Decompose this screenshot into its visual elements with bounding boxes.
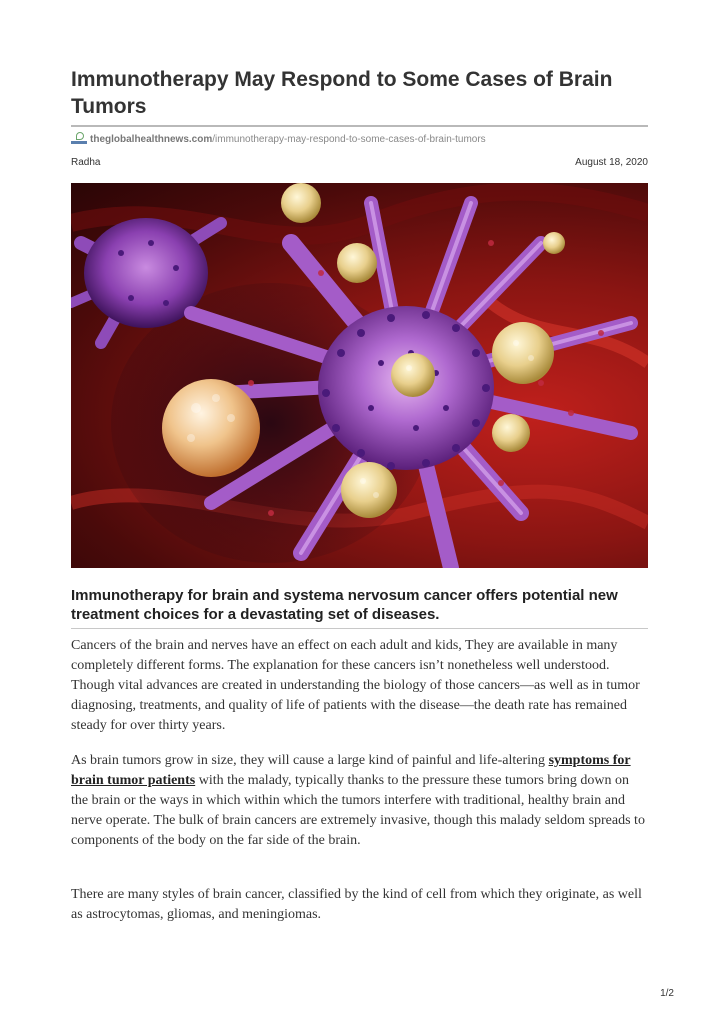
publish-date: August 18, 2020 — [575, 157, 648, 168]
paragraph-2 — [71, 751, 648, 851]
hero-image — [71, 183, 648, 568]
paragraph-2-text-end: with the malady, typically thanks to the pressure these tumors bring down on the brain or the ways in which within which the tumors interfere with traditional, healthy brain and nerve operate. The bulk of brain cancers are extremely invasive, though this malady seldom spreads to components of the body on the far side of the brain. — [71, 773, 645, 848]
page-number: 1/2 — [660, 988, 674, 999]
article-subtitle: Immunotherapy for brain and systema nervosum cancer offers potential new treatment choices for a devastating set of diseases. — [71, 587, 618, 623]
source-line — [71, 131, 486, 147]
symptoms-link[interactable]: symptoms for brain tumor patients — [71, 753, 631, 788]
paragraph-2-text-start: As brain tumors grow in size, they will cause a large kind of painful and life-altering — [71, 753, 549, 768]
paragraph-3: There are many styles of brain cancer, classified by the kind of cell from which they originate, as well as astrocytomas, gliomas, and meningiomas. — [71, 887, 642, 922]
subtitle-divider — [71, 628, 648, 629]
source-link[interactable] — [90, 134, 486, 145]
site-logo-icon — [71, 132, 87, 146]
source-path: /immunotherapy-may-respond-to-some-cases-of-brain-tumors — [212, 133, 486, 145]
title-divider — [71, 125, 648, 127]
paragraph-1: Cancers of the brain and nerves have an effect on each adult and kids, They are available in many completely different forms. The explanation for these cancers isn’t nonetheless well understood. Though vital advances are created in understanding the biology of those cancers—as well as in tumor diagnosing, treatments, and quality of life of patients with the disease—the death rate has remained steady for over thirty years. — [71, 638, 640, 733]
tumor-cell-illustration — [71, 183, 648, 568]
source-domain: theglobalhealthnews.com — [90, 133, 213, 145]
article-title: Immunotherapy May Respond to Some Cases of Brain Tumors — [71, 68, 613, 118]
author-name: Radha — [71, 157, 101, 168]
